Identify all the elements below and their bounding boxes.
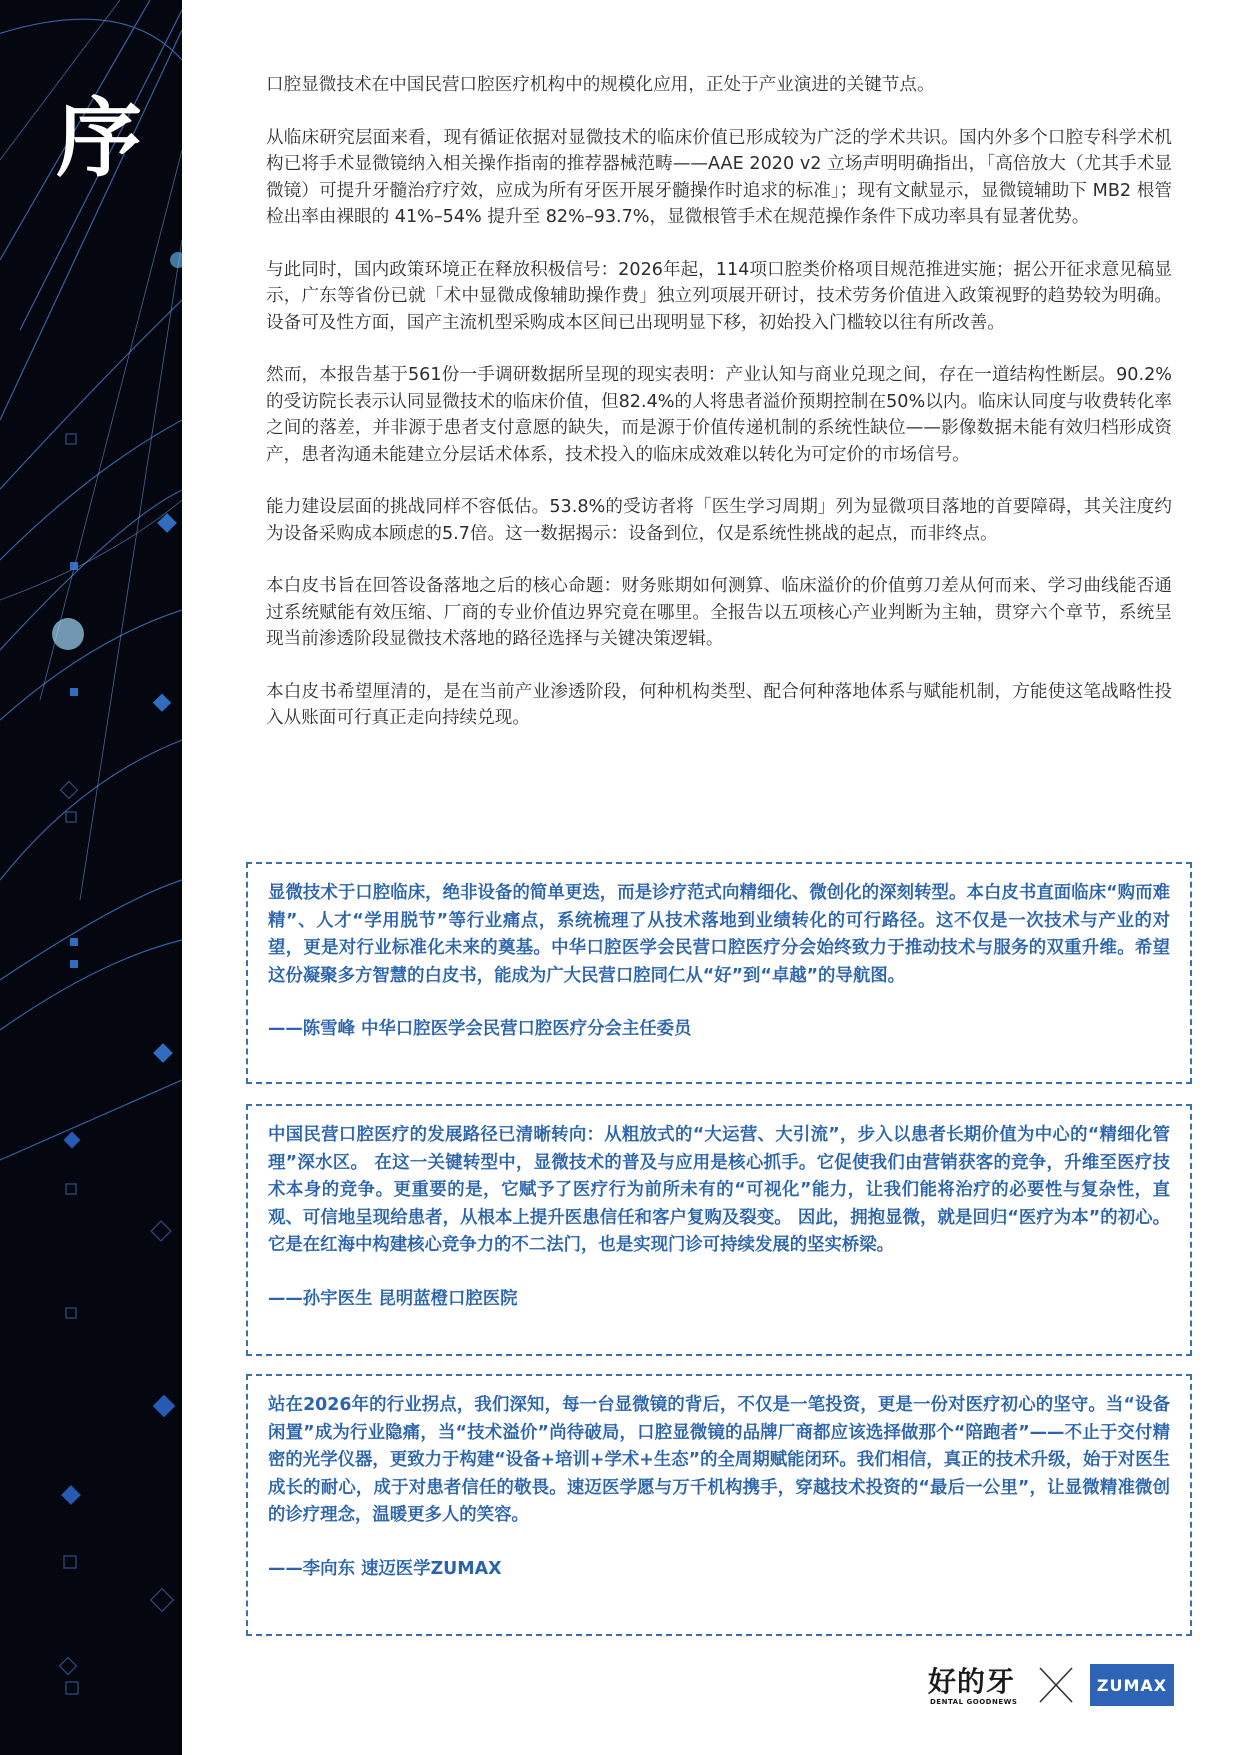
collaboration-cross-icon <box>1038 1666 1074 1704</box>
paragraph-5: 能力建设层面的挑战同样不容低估。53.8%的受访者将「医生学习周期」列为显微项目落地的首要障碍，其关注度约为设备采购成本顾虑的5.7倍。这一数据揭示：设备到位，仅是系统性挑战的起点，而非终点。 <box>266 497 1172 544</box>
quote-signature: ——陈雪峰 中华口腔医学会民营口腔医疗分会主任委员 <box>268 1019 692 1039</box>
footer-logos <box>920 1658 1180 1714</box>
paragraph-1: 口腔显微技术在中国民营口腔医疗机构中的规模化应用，正处于产业演进的关键节点。 <box>266 75 935 95</box>
dental-goodnews-logo: 好的牙 <box>928 1665 1016 1698</box>
paragraph-2: 从临床研究层面来看，现有循证依据对显微技术的临床价值已形成较为广泛的学术共识。国内外多个口腔专科学术机构已将手术显微镜纳入相关操作指南的推荐器械范畴——AAE 2020 v2 立场声明明确指出，「高倍放大（尤其手术显微镜）可提升牙髓治疗疗效，应成为所有牙医开展牙髓操作时追求的标准」；现有文献显示，显微镜辅助下 MB2 根管检出率由裸眼的 41%–54% 提升至 82%–93.7%，显微根管手术在规范操作条件下成功率具有显著优势。 <box>266 127 1172 227</box>
paragraph-7: 本白皮书希望厘清的，是在当前产业渗透阶段，何种机构类型、配合何种落地体系与赋能机制，方能使这笔战略性投入从账面可行真正走向持续兑现。 <box>266 681 1172 728</box>
page-title: 序 <box>56 89 142 189</box>
quote-box-chen <box>246 862 1192 1084</box>
paragraph-4: 然而，本报告基于561份一手调研数据所呈现的现实表明：产业认知与商业兑现之间，存在一道结构性断层。90.2%的受访院长表示认同显微技术的临床价值，但82.4%的人将患者溢价预期控制在50%以内。临床认同度与收费转化率之间的落差，并非源于患者支付意愿的缺失，而是源于价值传递机制的系统性缺位——影像数据未能有效归档形成资产，患者沟通未能建立分层话术体系，技术投入的临床成效难以转化为可定价的市场信号。 <box>266 365 1172 465</box>
network-lines-graphic <box>0 0 182 1755</box>
quote-text: 显微技术于口腔临床，绝非设备的简单更迭，而是诊疗范式向精细化、微创化的深刻转型。本白皮书直面临床“购而难精”、人才“学用脱节”等行业痛点，系统梳理了从技术落地到业绩转化的可行路径。这不仅是一次技术与产业的对望，更是对行业标准化未来的奠基。中华口腔医学会民营口腔医疗分会始终致力于推动技术与服务的双重升维。希望这份凝聚多方智慧的白皮书，能成为广大民营口腔同仁从“好”到“卓越”的导航图。 <box>268 883 1170 986</box>
quote-signature: ——孙宇医生 昆明蓝橙口腔医院 <box>268 1288 518 1309</box>
quote-text: 中国民营口腔医疗的发展路径已清晰转向：从粗放式的“大运营、大引流”，步入以患者长期价值为中心的“精细化管理”深水区。 在这一关键转型中，显微技术的普及与应用是核心抓手。它促使我们由营销获客的竞争，升维至医疗技术本身的竞争。更重要的是，它赋予了医疗行为前所未有的“可视化”能力，让我们能将治疗的必要性与复杂性，直观、可信地呈现给患者，从根本上提升医患信任和客户复购及裂变。 因此，拥抱显微，就是回归“医疗为本”的初心。它是在红海中构建核心竞争力的不二法门，也是实现门诊可持续发展的坚实桥梁。 <box>268 1125 1170 1255</box>
paragraph-6: 本白皮书旨在回答设备落地之后的核心命题：财务账期如何测算、临床溢价的价值剪刀差从何而来、学习曲线能否通过系统赋能有效压缩、厂商的专业价值边界究竟在哪里。全报告以五项核心产业判断为主轴，贯穿六个章节，系统呈现当前渗透阶段显微技术落地的路径选择与关键决策逻辑。 <box>266 576 1172 649</box>
paragraph-3: 与此同时，国内政策环境正在释放积极信号：2026年起，114项口腔类价格项目规范推进实施；据公开征求意见稿显示，广东等省份已就「术中显微成像辅助操作费」独立列项展开研讨，技术劳务价值进入政策视野的趋势较为明确。设备可及性方面，国产主流机型采购成本区间已出现明显下移，初始投入门槛较以往有所改善。 <box>266 259 1172 333</box>
zumax-logo: ZUMAX <box>1090 1664 1174 1706</box>
sidebar-decoration <box>0 0 182 1755</box>
preface-body <box>266 72 1172 758</box>
quote-text: 站在2026年的行业拐点，我们深知，每一台显微镜的背后，不仅是一笔投资，更是一份对医疗初心的坚守。当“设备闲置”成为行业隐痛，当“技术溢价”尚待破局，口腔显微镜的品牌厂商都应该选择做那个“陪跑者”——不止于交付精密的光学仪器，更致力于构建“设备+培训+学术+生态”的全周期赋能闭环。我们相信，真正的技术升级，始于对医生成长的耐心，成于对患者信任的敬畏。速迈医学愿与万千机构携手，穿越技术投资的“最后一公里”，让显微精准微创的诊疗理念，温暖更多人的笑容。 <box>268 1395 1170 1525</box>
quote-box-li <box>246 1374 1192 1636</box>
quote-box-sun <box>246 1104 1192 1356</box>
dental-goodnews-logo-subtitle: DENTAL GOODNEWS <box>930 1698 1018 1706</box>
quote-signature: ——李向东 速迈医学ZUMAX <box>268 1558 502 1579</box>
